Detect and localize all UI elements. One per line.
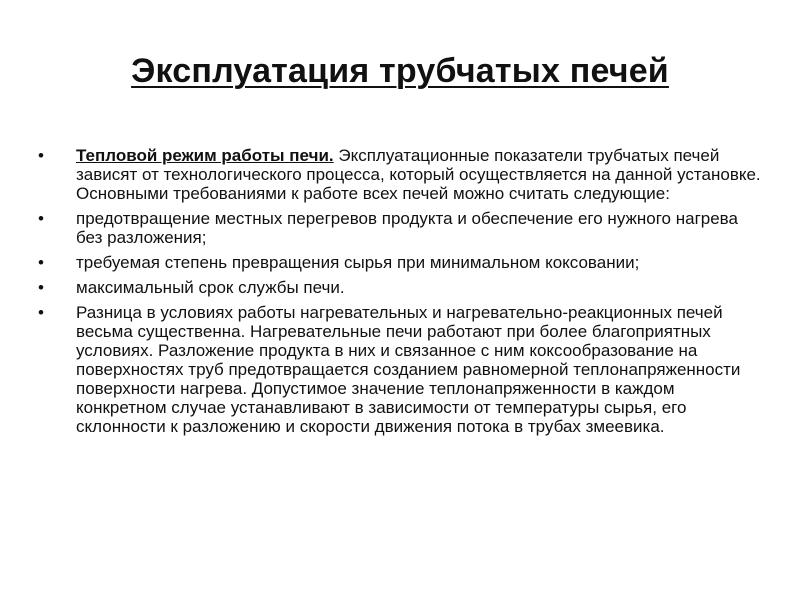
bullet-text: требуемая степень превращения сырья при минимальном коксовании; (76, 253, 640, 272)
bullet-text: максимальный срок службы печи. (76, 278, 345, 297)
bullet-icon: • (38, 303, 44, 322)
bullet-item-service-life (38, 278, 768, 297)
bullet-icon: • (38, 146, 44, 165)
bullet-item-difference (38, 303, 768, 436)
bullet-lead: Тепловой режим работы печи. (76, 146, 334, 165)
bullet-icon: • (38, 209, 44, 228)
bullet-item-thermal-mode (38, 146, 768, 203)
bullet-text: Разница в условиях работы нагревательных и нагревательно-реакционных печей весьма существенна. Нагревательные печи работают при более благоприятных условиях. Разложение продукта в них и связанное с ним коксообразование на поверхностях труб предотвращается созданием равномерной теплонапряженности поверхности нагрева. Допустимое значение теплонапряженности в каждом конкретном случае устанавливают в зависимости от температуры сырья, его склонности к разложению и скорости движения потока в трубах змеевика. (76, 303, 741, 436)
bullet-icon: • (38, 253, 44, 272)
bullet-item-overheat (38, 209, 768, 247)
bullet-item-conversion (38, 253, 768, 272)
bullet-list (38, 146, 768, 442)
bullet-text: Эксплуатационные показатели трубчатых печей зависят от технологического процесса, который осуществляется на данной установке. Основными требованиями к работе всех печей можно считать следующие: (76, 146, 761, 203)
bullet-icon: • (38, 278, 44, 297)
slide-title: Эксплуатация трубчатых печей (131, 52, 669, 90)
bullet-text: предотвращение местных перегревов продукта и обеспечение его нужного нагрева без разложения; (76, 209, 738, 247)
